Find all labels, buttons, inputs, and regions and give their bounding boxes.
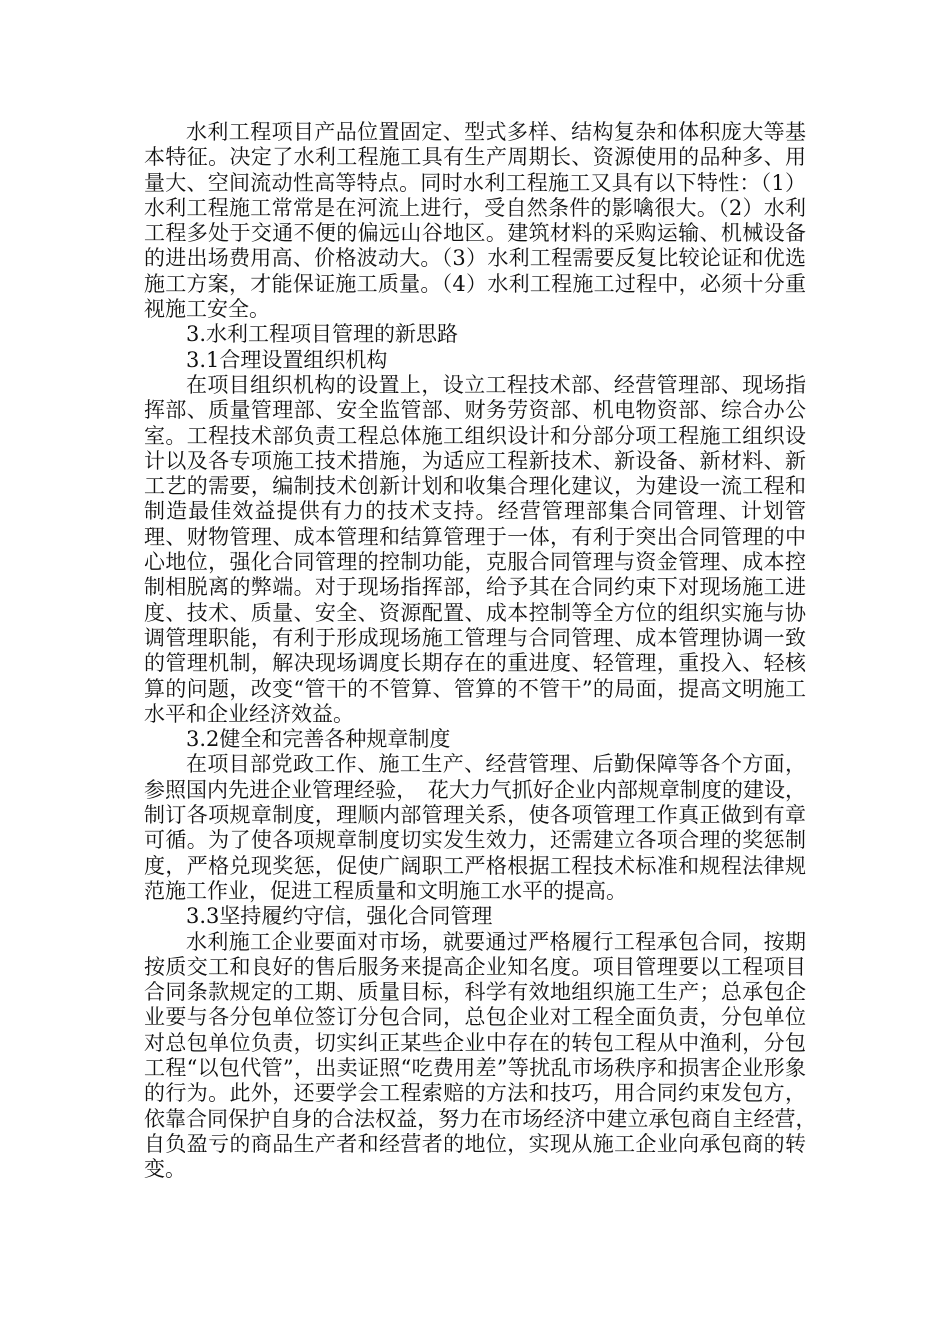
paragraph-3-3: 水利施工企业要面对市场，就要通过严格履行工程承包合同，按期按质交工和良好的售后服务来提高企业知名度。项目管理要以工程项目合同条款规定的工期、质量目标，科学有效地组织施工生产；总承包企业要与各分包单位签订分包合同，总包企业对工程全面负责，分包单位对总包单位负责，切实纠正某些企业中存在的转包工程从中渔利，分包工程“以包代管”，出卖证照“吃费用差”等扰乱市场秩序和损害企业形象的行为。此外，还要学会工程索赔的方法和技巧，用合同约束发包方，依靠合同保护自身的合法权益，努力在市场经济中建立承包商自主经营， 自负盈亏的商品生产者和经营者的地位，实现从施工企业向承包商的转变。 xyxy=(144,929,827,1182)
paragraph-3-2: 在项目部党政工作、施工生产、经营管理、后勤保障等各个方面，参照国内先进企业管理经验， 花大力气抓好企业内部规章制度的建设，制订各项规章制度，理顺内部管理关系，使各项管理工作真正做到有章可循。为了使各项规章制度切实发生效力，还需建立各项合理的奖惩制度，严格兑现奖惩，促使广阔职工严格根据工程技术标准和规程法律规范施工作业，促进工程质量和文明施工水平的提高。 xyxy=(144,752,806,903)
subsection-heading-3-3: 3.3坚持履约守信，强化合同管理 xyxy=(186,904,493,929)
subsection-heading-3-2: 3.2健全和完善各种规章制度 xyxy=(186,727,451,752)
subsection-heading-3-1: 3.1合理设置组织机构 xyxy=(186,347,388,372)
section-heading-3: 3.水利工程项目管理的新思路 xyxy=(186,322,459,347)
paragraph-3-1: 在项目组织机构的设置上，设立工程技术部、经营管理部、现场指挥部、质量管理部、安全监管部、财务劳资部、机电物资部、综合办公室。工程技术部负责工程总体施工组织设计和分部分项工程施工组织设计以及各专项施工技术措施，为适应工程新技术、新设备、新材料、新工艺的需要，编制技术创新计划和收集合理化建议，为建设一流工程和制造最佳效益提供有力的技术支持。经营管理部集合同管理、计划管理、财物管理、成本管理和结算管理于一体，有利于突出合同管理的中心地位，强化合同管理的控制功能，克服合同管理与资金管理、成本控制相脱离的弊端。对于现场指挥部，给予其在合同约束下对现场施工进度、技术、质量、安全、资源配置、成本控制等全方位的组织实施与协调管理职能，有利于形成现场施工管理与合同管理、成本管理协调一致的管理机制，解决现场调度长期存在的重进度、轻管理，重投入、轻核算的问题，改变“管干的不管算、管算的不管干”的局面，提高文明施工水平和企业经济效益。 xyxy=(144,372,806,726)
document-page xyxy=(144,120,827,1182)
intro-paragraph: 水利工程项目产品位置固定、型式多样、结构复杂和体积庞大等基本特征。决定了水利工程施工具有生产周期长、资源使用的品种多、用量大、空间流动性高等特点。同时水利工程施工又具有以下特性：（1）水利工程施工常常是在河流上进行，受自然条件的影噙很大。（2）水利工程多处于交通不便的偏远山谷地区。建筑材料的采购运输、机械设备的进出场费用高、价格波动大。（3）水利工程需要反复比较论证和优选施工方案，才能保证施工质量。（4）水利工程施工过程中，必须十分重视施工安全。 xyxy=(144,120,806,322)
